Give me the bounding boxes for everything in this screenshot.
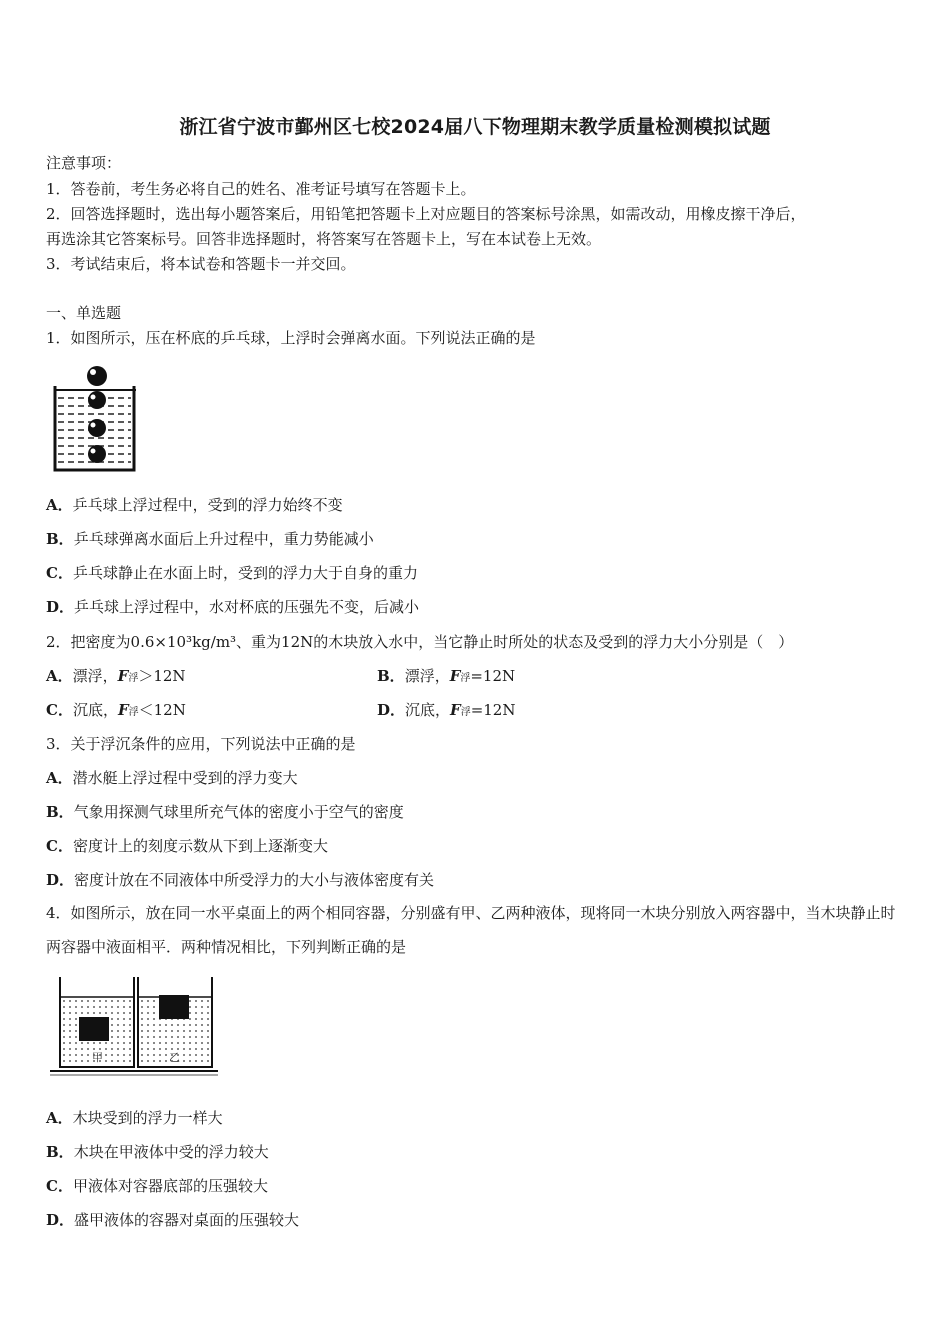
q3-option-c[interactable] xyxy=(46,835,328,856)
option-state: 漂浮， xyxy=(404,667,450,685)
option-letter: C． xyxy=(46,1177,73,1195)
option-letter: D． xyxy=(46,1211,75,1229)
option-relation: ＜12N xyxy=(138,701,186,719)
option-letter: D． xyxy=(377,701,406,719)
option-text: 甲液体对容器底部的压强较大 xyxy=(72,1177,268,1195)
notice-heading: 注意事项： xyxy=(46,154,122,172)
option-letter: A． xyxy=(46,769,73,787)
q3-option-a[interactable] xyxy=(46,767,298,788)
option-text: 乒乓球静止在水面上时，受到的浮力大于自身的重力 xyxy=(72,564,418,582)
option-text: 乒乓球弹离水面后上升过程中，重力势能减小 xyxy=(73,530,374,548)
q1-figure-beaker xyxy=(50,362,142,474)
q2-option-b[interactable] xyxy=(377,665,515,686)
option-relation: =12N xyxy=(470,701,516,719)
page-title: 浙江省宁波市鄞州区七校2024届八下物理期末教学质量检测模拟试题 xyxy=(179,116,771,138)
option-letter: D． xyxy=(46,598,75,616)
option-text: 气象用探测气球里所充气体的密度小于空气的密度 xyxy=(73,803,404,821)
label-jia: 甲 xyxy=(92,1052,103,1064)
option-letter: C． xyxy=(46,564,73,582)
option-letter: C． xyxy=(46,701,73,719)
option-text: 潜水艇上浮过程中受到的浮力变大 xyxy=(72,769,298,787)
buoyancy-subscript: 浮 xyxy=(460,707,471,718)
option-text: 密度计上的刻度示数从下到上逐渐变大 xyxy=(72,837,328,855)
q1-option-d[interactable] xyxy=(46,596,419,617)
option-letter: A． xyxy=(46,496,73,514)
buoyancy-symbol: F xyxy=(449,667,461,685)
notice-item-3: 3．考试结束后，将本试卷和答题卡一并交回。 xyxy=(46,255,356,273)
q4-stem: 4．如图所示，放在同一水平桌面上的两个相同容器，分别盛有甲、乙两种液体，现将同一木块分别放入两容器中，当木块静止时两容器中液面相平．两种情况相比，下列判断正确的是 xyxy=(46,904,896,956)
option-relation: ＞12N xyxy=(138,667,186,685)
q2-option-d[interactable] xyxy=(377,699,515,720)
option-state: 沉底， xyxy=(405,701,451,719)
q2-option-a[interactable] xyxy=(46,665,186,686)
q3-stem: 3．关于浮沉条件的应用，下列说法中正确的是 xyxy=(46,735,356,753)
q1-option-a[interactable] xyxy=(46,494,343,515)
q1-option-b[interactable] xyxy=(46,528,374,549)
option-state: 漂浮， xyxy=(72,667,118,685)
section-heading: 一、单选题 xyxy=(46,304,122,322)
q3-option-d[interactable] xyxy=(46,869,434,890)
q1-stem: 1．如图所示，压在杯底的乒乓球，上浮时会弹离水面。下列说法正确的是 xyxy=(46,329,536,347)
notice-item-1: 1．答卷前，考生务必将自己的姓名、准考证号填写在答题卡上。 xyxy=(46,180,476,198)
q4-option-d[interactable] xyxy=(46,1209,299,1230)
q4-option-a[interactable] xyxy=(46,1107,223,1128)
option-letter: B． xyxy=(377,667,405,685)
option-letter: B． xyxy=(46,1143,74,1161)
option-text: 盛甲液体的容器对桌面的压强较大 xyxy=(74,1211,300,1229)
buoyancy-symbol: F xyxy=(117,701,129,719)
q2-stem: 2．把密度为0.6×10³kg/m³、重为12N的木块放入水中，当它静止时所处的状态及受到的浮力大小分别是（ ） xyxy=(46,633,794,651)
option-letter: B． xyxy=(46,803,74,821)
option-letter: A． xyxy=(46,1109,73,1127)
buoyancy-symbol: F xyxy=(117,667,129,685)
option-letter: A． xyxy=(46,667,73,685)
option-text: 乒乓球上浮过程中，水对杯底的压强先不变，后减小 xyxy=(74,598,420,616)
q4-figure-containers xyxy=(50,975,220,1079)
notice-item-2a: 2．回答选择题时，选出每小题答案后，用铅笔把答题卡上对应题目的答案标号涂黑，如需改动，用橡皮擦干净后， xyxy=(46,205,806,223)
notice-item-2b: 再选涂其它答案标号。回答非选择题时，将答案写在答题卡上，写在本试卷上无效。 xyxy=(46,230,602,248)
buoyancy-symbol: F xyxy=(450,701,461,719)
option-text: 木块在甲液体中受的浮力较大 xyxy=(73,1143,269,1161)
option-state: 沉底， xyxy=(72,701,118,719)
option-letter: C． xyxy=(46,837,73,855)
option-text: 密度计放在不同液体中所受浮力的大小与液体密度有关 xyxy=(74,871,435,889)
label-yi: 乙 xyxy=(169,1052,180,1064)
q4-option-c[interactable] xyxy=(46,1175,268,1196)
q1-option-c[interactable] xyxy=(46,562,418,583)
q4-option-b[interactable] xyxy=(46,1141,269,1162)
option-relation: =12N xyxy=(470,667,516,685)
buoyancy-subscript: 浮 xyxy=(460,673,471,684)
option-text: 乒乓球上浮过程中，受到的浮力始终不变 xyxy=(72,496,343,514)
option-letter: D． xyxy=(46,871,75,889)
option-letter: B． xyxy=(46,530,74,548)
buoyancy-subscript: 浮 xyxy=(128,707,139,718)
q3-option-b[interactable] xyxy=(46,801,404,822)
q2-option-c[interactable] xyxy=(46,699,186,720)
option-text: 木块受到的浮力一样大 xyxy=(72,1109,223,1127)
buoyancy-subscript: 浮 xyxy=(128,673,139,684)
